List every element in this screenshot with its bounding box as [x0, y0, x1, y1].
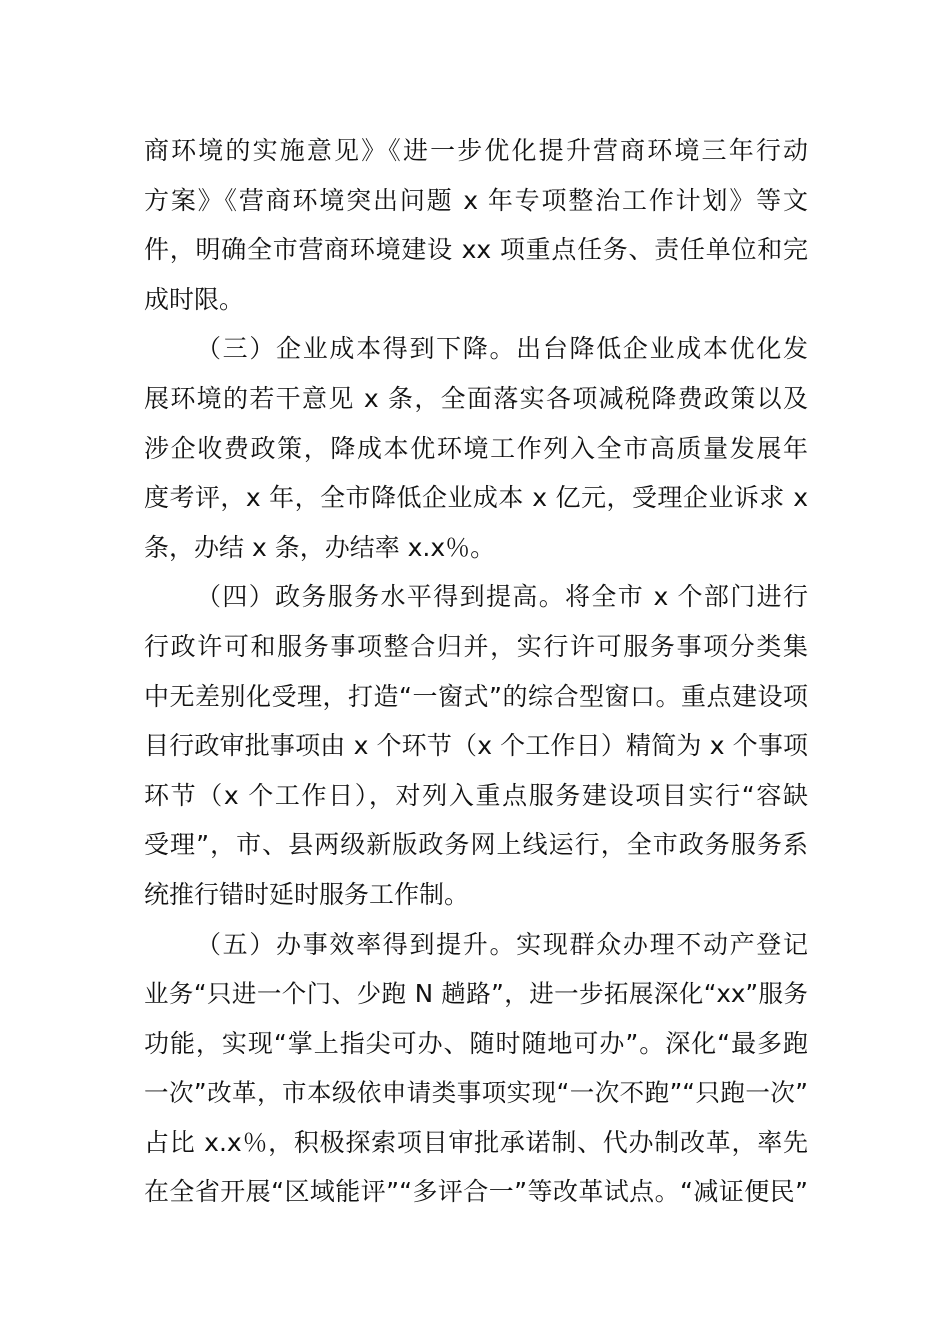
- text-line: 受理”，市、县两级新版政务网上线运行，全市政务服务系: [144, 830, 808, 860]
- paragraph-policy-documents: [144, 126, 808, 324]
- paragraph-enterprise-cost: [144, 324, 808, 572]
- text-line: 成时限。: [144, 284, 245, 314]
- text-line: 占比 x.x％，积极探索项目审批承诺制、代办制改革，率先: [144, 1127, 808, 1157]
- paragraph-government-service: [144, 572, 808, 919]
- text-line: 在全省开展“区域能评”“多评合一”等改革试点。“减证便民”: [144, 1177, 808, 1207]
- text-line: （四）政务服务水平得到提高。将全市 x 个部门进行: [196, 582, 808, 612]
- text-line: 度考评，x 年，全市降低企业成本 x 亿元，受理企业诉求 x: [144, 483, 808, 513]
- text-line: 环节（x 个工作日），对列入重点服务建设项目实行“容缺: [144, 780, 808, 810]
- text-line: 中无差别化受理，打造“一窗式”的综合型窗口。重点建设项: [144, 681, 808, 711]
- text-line: 商环境的实施意见》《进一步优化提升营商环境三年行动: [144, 136, 808, 165]
- text-line: （五）办事效率得到提升。实现群众办理不动产登记: [196, 929, 808, 959]
- text-line: 一次”改革，市本级依申请类事项实现“一次不跑”“只跑一次”: [144, 1078, 808, 1108]
- text-line: 方案》《营商环境突出问题 x 年专项整治工作计划》等文: [144, 185, 808, 215]
- text-line: 业务“只进一个门、少跑 N 趟路”，进一步拓展深化“xx”服务: [144, 979, 808, 1009]
- text-line: 件，明确全市营商环境建设 xx 项重点任务、责任单位和完: [144, 235, 808, 265]
- text-line: 条，办结 x 条，办结率 x.x％。: [144, 532, 496, 562]
- text-line: 展环境的若干意见 x 条，全面落实各项减税降费政策以及: [144, 383, 808, 413]
- text-line: 目行政审批事项由 x 个环节（x 个工作日）精简为 x 个事项: [144, 731, 808, 761]
- document-body: [144, 126, 808, 1217]
- text-line: （三）企业成本得到下降。出台降低企业成本优化发: [196, 334, 808, 364]
- text-line: 行政许可和服务事项整合归并，实行许可服务事项分类集: [144, 631, 808, 661]
- paragraph-efficiency: [144, 920, 808, 1218]
- text-line: 涉企收费政策，降成本优环境工作列入全市高质量发展年: [144, 433, 808, 463]
- text-line: 功能，实现“掌上指尖可办、随时随地可办”。深化“最多跑: [144, 1028, 808, 1058]
- text-line: 统推行错时延时服务工作制。: [144, 879, 470, 909]
